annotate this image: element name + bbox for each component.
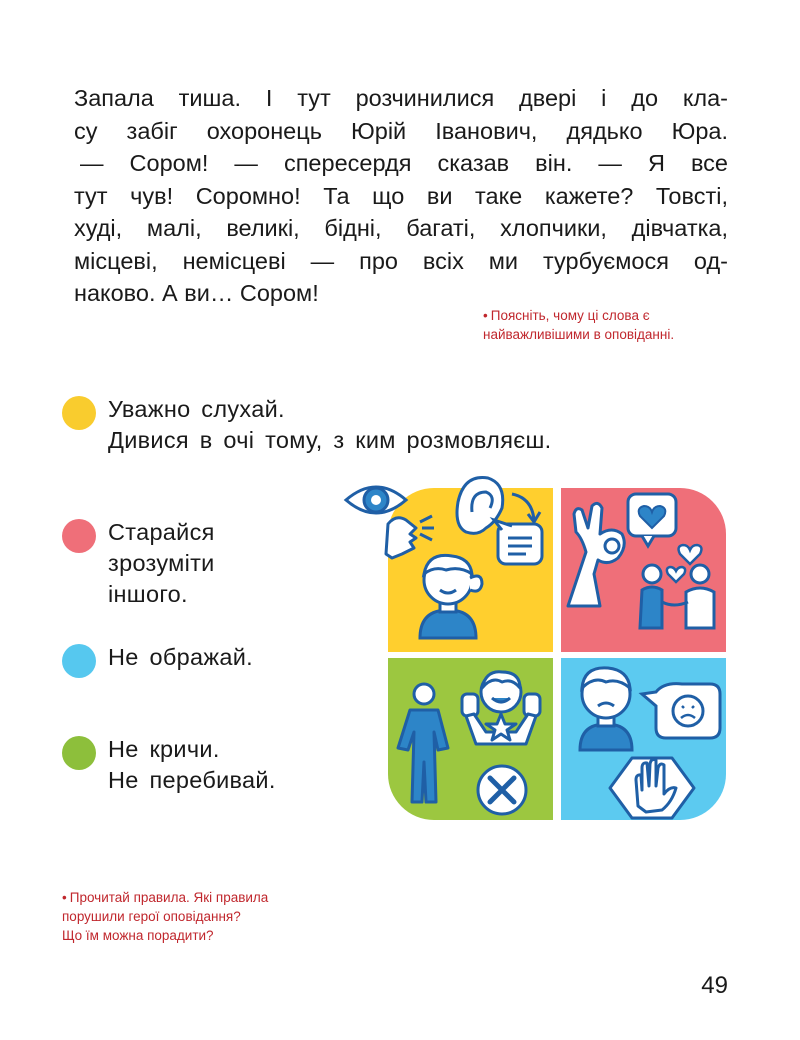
rule-understand — [62, 517, 215, 610]
rule-line: Дивися в очі тому, з ким розмовляєш. — [108, 427, 552, 453]
story-line: — Сором! — спересердя сказав він. — Я все — [80, 150, 728, 176]
bullet-icon: • — [62, 890, 67, 905]
green-dot-icon — [62, 736, 96, 770]
story-line: тут чув! Соромно! Та що ви таке кажете? Товсті, — [74, 182, 728, 209]
story-line: худі, малі, великі, бідні, багаті, хлопчики, дівчатка, — [74, 215, 728, 241]
story-line: Запала тиша. І тут розчинилися двері і до кла- — [74, 85, 728, 111]
story-line: су забіг охоронець Юрій Іванович, дядько Юра. — [74, 117, 728, 144]
rule-line: Не кричи. — [108, 736, 220, 762]
message-bubble-icon — [494, 520, 542, 564]
pink-dot-icon — [62, 519, 96, 553]
rule-line: Не перебивай. — [108, 767, 276, 793]
note-line: порушили герої оповідання? — [62, 909, 241, 924]
question-note-explain — [483, 306, 674, 344]
story-line: місцеві, немісцеві — про всіх ми турбуємося од- — [74, 247, 728, 274]
rule-line: Уважно слухай. — [108, 396, 285, 422]
bullet-icon: • — [483, 308, 488, 323]
question-note-rules — [62, 888, 268, 945]
rule-dont-offend — [62, 642, 253, 678]
rule-dont-shout — [62, 734, 276, 796]
cross-circle-icon — [478, 766, 526, 814]
rule-listen — [62, 394, 552, 456]
note-line: Що їм можна порадити? — [62, 928, 214, 943]
blue-dot-icon — [62, 644, 96, 678]
note-line: Прочитай правила. Які правила — [69, 890, 269, 905]
story-line: наково. А ви… Сором! — [74, 280, 319, 306]
story-text — [74, 82, 728, 310]
rule-line: Старайся — [108, 519, 215, 545]
rule-line: Не ображай. — [108, 644, 253, 670]
note-line: Поясніть, чому ці слова є — [490, 308, 650, 323]
note-line: найважливішими в оповіданні. — [483, 327, 675, 342]
yellow-dot-icon — [62, 396, 96, 430]
rule-line: зрозуміти — [108, 550, 215, 576]
page-number: 49 — [701, 972, 728, 999]
rules-illustration — [336, 462, 736, 822]
rule-line: іншого. — [108, 581, 188, 607]
sad-boy-icon — [580, 668, 632, 750]
